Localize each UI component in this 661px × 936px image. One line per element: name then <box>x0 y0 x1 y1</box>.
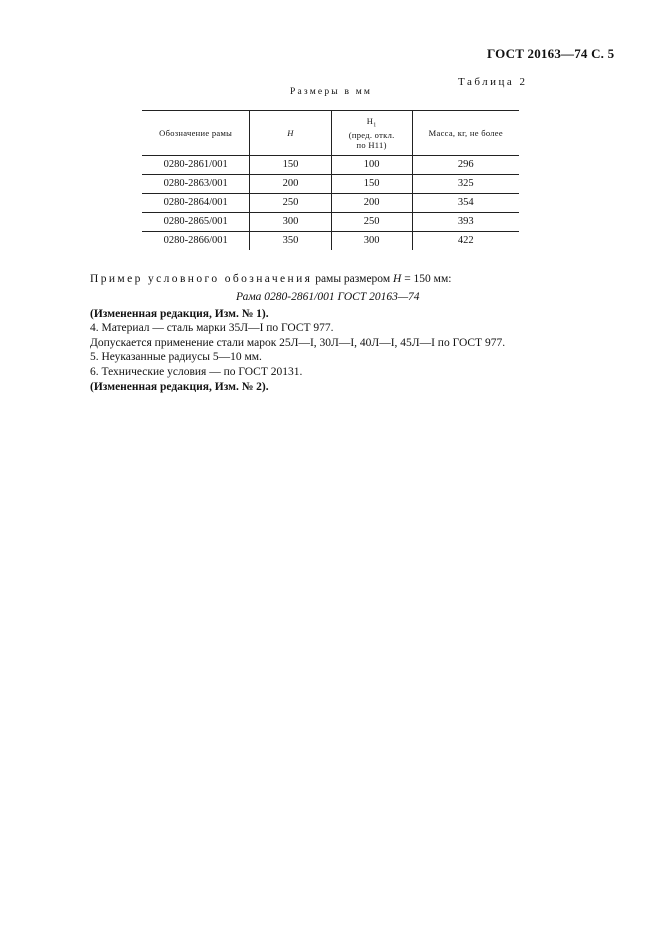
table-units-caption: Размеры в мм <box>290 87 373 97</box>
cell-h: 350 <box>250 232 331 251</box>
cell-h: 250 <box>250 194 331 213</box>
cell-mass: 325 <box>412 175 519 194</box>
cell-h1: 200 <box>331 194 412 213</box>
example-spaced-heading: Пример условного обозначения <box>90 273 313 285</box>
table-row <box>142 232 519 251</box>
dimensions-table <box>142 110 519 250</box>
cell-designation: 0280-2865/001 <box>142 213 250 232</box>
header-mass: Масса, кг, не более <box>412 111 519 156</box>
header-h <box>250 111 331 156</box>
cell-mass: 393 <box>412 213 519 232</box>
header-h-symbol: H <box>287 128 294 138</box>
cell-mass: 422 <box>412 232 519 251</box>
table-header-row <box>142 111 519 156</box>
header-designation: Обозначение рамы <box>142 111 250 156</box>
cell-h1: 250 <box>331 213 412 232</box>
edit-note-2: (Измененная редакция, Изм. № 2). <box>90 381 269 393</box>
cell-mass: 354 <box>412 194 519 213</box>
header-h1 <box>331 111 412 156</box>
cell-h: 200 <box>250 175 331 194</box>
cell-h1: 300 <box>331 232 412 251</box>
page-running-title: ГОСТ 20163—74 С. 5 <box>487 46 615 61</box>
example-text-after: = 150 мм: <box>401 273 452 285</box>
designation-example-line <box>90 273 451 285</box>
cell-h: 150 <box>250 156 331 175</box>
item-5-radii: 5. Неуказанные радиусы 5—10 мм. <box>90 351 262 363</box>
cell-mass: 296 <box>412 156 519 175</box>
cell-h: 300 <box>250 213 331 232</box>
cell-designation: 0280-2864/001 <box>142 194 250 213</box>
header-h1-subscript: 1 <box>373 122 377 129</box>
cell-designation: 0280-2863/001 <box>142 175 250 194</box>
cell-designation: 0280-2861/001 <box>142 156 250 175</box>
item-6-specifications: 6. Технические условия — по ГОСТ 20131. <box>90 366 303 378</box>
table-number-label: Таблица 2 <box>458 76 528 88</box>
allowed-steels-text: Допускается применение стали марок 25Л—I, 30Л—I, 40Л—I, 45Л—I по ГОСТ 977. <box>90 337 506 349</box>
table-row <box>142 213 519 232</box>
cell-h1: 100 <box>331 156 412 175</box>
item-4-material: 4. Материал — сталь марки 35Л—I по ГОСТ 977. <box>90 322 334 334</box>
table-row <box>142 175 519 194</box>
header-h1-symbol: H <box>366 115 374 126</box>
header-h1-note: (пред. откл. по H11) <box>348 130 395 151</box>
example-h-symbol: H <box>393 273 402 285</box>
example-text-before: рамы размером <box>312 273 393 285</box>
edit-note-1: (Измененная редакция, Изм. № 1). <box>90 308 269 320</box>
cell-designation: 0280-2866/001 <box>163 235 228 246</box>
cell-h1: 150 <box>331 175 412 194</box>
table-row <box>142 156 519 175</box>
example-designation: Рама 0280-2861/001 ГОСТ 20163—74 <box>236 291 420 303</box>
table-row <box>142 194 519 213</box>
